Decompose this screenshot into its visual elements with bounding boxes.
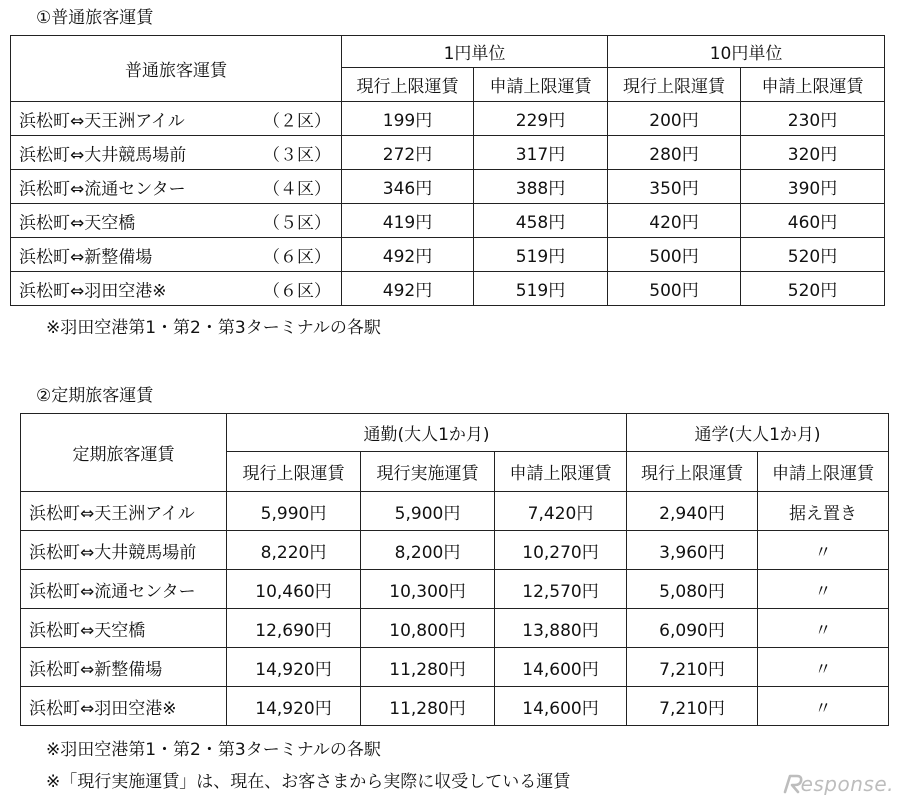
table1-col-header: 申請上限運賃 (474, 68, 608, 102)
table2-group-commute: 通勤(大人1か月) (227, 414, 627, 452)
route-name: 浜松町⇔天空橋 (21, 609, 227, 648)
fare-cell: 7,420円 (495, 492, 627, 531)
table-row (11, 238, 885, 272)
table2-col-header: 申請上限運賃 (758, 452, 889, 492)
fare-cell: 14,920円 (227, 687, 361, 726)
zone-label: （３区） (263, 145, 331, 165)
table-row (11, 170, 885, 204)
table-row (21, 648, 889, 687)
fare-cell: 10,460円 (227, 570, 361, 609)
table-row (21, 609, 889, 648)
fare-cell: 6,090円 (627, 609, 758, 648)
fare-cell: 〃 (758, 531, 889, 570)
fare-cell: 460円 (741, 204, 885, 238)
route-name: 浜松町⇔流通センター (21, 570, 227, 609)
route-name: 浜松町⇔大井競馬場前 (21, 531, 227, 570)
fare-cell: 11,280円 (361, 648, 495, 687)
table-row (21, 570, 889, 609)
table2-col-header: 申請上限運賃 (495, 452, 627, 492)
table1-group-10yen: 10円単位 (608, 36, 885, 68)
table-row (11, 136, 885, 170)
fare-cell: 12,570円 (495, 570, 627, 609)
fare-cell: 388円 (474, 170, 608, 204)
table2-footnote-1: ※羽田空港第1・第2・第3ターミナルの各駅 (46, 740, 381, 760)
response-watermark (781, 770, 894, 798)
route-name: 浜松町⇔羽田空港※ (21, 687, 227, 726)
route-name: 浜松町⇔羽田空港※ (19, 281, 167, 301)
fare-cell: 500円 (608, 238, 741, 272)
fare-cell: 5,990円 (227, 492, 361, 531)
zone-label: （６区） (263, 247, 331, 267)
fare-cell: 520円 (741, 272, 885, 306)
route-name: 浜松町⇔天空橋 (19, 213, 136, 233)
route-name: 浜松町⇔流通センター (19, 179, 186, 199)
fare-cell: 5,900円 (361, 492, 495, 531)
fare-cell: 5,080円 (627, 570, 758, 609)
route-name: 浜松町⇔天王洲アイル (19, 111, 185, 131)
table-row (11, 272, 885, 306)
fare-cell: 8,200円 (361, 531, 495, 570)
fare-cell: 519円 (474, 238, 608, 272)
route-cell (11, 272, 342, 306)
section2-title: ②定期旅客運賃 (36, 386, 154, 406)
fare-cell: 320円 (741, 136, 885, 170)
zone-label: （６区） (263, 281, 331, 301)
zone-label: （５区） (263, 213, 331, 233)
table-row (11, 204, 885, 238)
table1-col-header: 現行上限運賃 (342, 68, 474, 102)
fare-cell: 280円 (608, 136, 741, 170)
fare-cell: 10,300円 (361, 570, 495, 609)
fare-cell: 229円 (474, 102, 608, 136)
fare-cell: 12,690円 (227, 609, 361, 648)
fare-cell: 2,940円 (627, 492, 758, 531)
fare-cell: 10,800円 (361, 609, 495, 648)
route-cell (11, 136, 342, 170)
fare-cell: 350円 (608, 170, 741, 204)
fare-cell: 7,210円 (627, 687, 758, 726)
fare-cell: 200円 (608, 102, 741, 136)
fare-cell: 3,960円 (627, 531, 758, 570)
table1-footnote: ※羽田空港第1・第2・第3ターミナルの各駅 (46, 318, 381, 338)
table-row (11, 102, 885, 136)
regular-fare-table (10, 35, 885, 306)
fare-cell: 317円 (474, 136, 608, 170)
fare-cell: 〃 (758, 609, 889, 648)
fare-cell: 458円 (474, 204, 608, 238)
zone-label: （２区） (263, 111, 331, 131)
fare-cell: 14,600円 (495, 648, 627, 687)
fare-cell: 520円 (741, 238, 885, 272)
section1-title: ①普通旅客運賃 (36, 8, 154, 28)
route-name: 浜松町⇔新整備場 (21, 648, 227, 687)
fare-cell: 346円 (342, 170, 474, 204)
table-row (21, 687, 889, 726)
fare-cell: 据え置き (758, 492, 889, 531)
fare-cell: 420円 (608, 204, 741, 238)
fare-cell: 519円 (474, 272, 608, 306)
fare-cell: 500円 (608, 272, 741, 306)
table2-col-header: 現行上限運賃 (227, 452, 361, 492)
table2-col-header: 現行上限運賃 (627, 452, 758, 492)
table-row (21, 531, 889, 570)
fare-cell: 10,270円 (495, 531, 627, 570)
fare-cell: 230円 (741, 102, 885, 136)
fare-cell: 〃 (758, 570, 889, 609)
fare-cell: 199円 (342, 102, 474, 136)
fare-cell: 14,600円 (495, 687, 627, 726)
watermark-text: esponse. (800, 772, 894, 796)
table1-group-1yen: 1円単位 (342, 36, 608, 68)
zone-label: （４区） (263, 179, 331, 199)
fare-cell: 〃 (758, 648, 889, 687)
fare-cell: 419円 (342, 204, 474, 238)
route-name: 浜松町⇔天王洲アイル (21, 492, 227, 531)
route-name: 浜松町⇔大井競馬場前 (19, 145, 187, 165)
route-cell (11, 238, 342, 272)
fare-cell: 492円 (342, 238, 474, 272)
table-row (21, 492, 889, 531)
table1-row-header: 普通旅客運賃 (11, 36, 342, 102)
fare-cell: 14,920円 (227, 648, 361, 687)
fare-cell: 8,220円 (227, 531, 361, 570)
fare-cell: 272円 (342, 136, 474, 170)
fare-cell: 7,210円 (627, 648, 758, 687)
commuter-pass-fare-table (20, 413, 889, 726)
route-cell (11, 204, 342, 238)
table2-row-header: 定期旅客運賃 (21, 414, 227, 492)
route-cell (11, 170, 342, 204)
table2-group-school: 通学(大人1か月) (627, 414, 889, 452)
table2-col-header: 現行実施運賃 (361, 452, 495, 492)
table2-footnote-2: ※「現行実施運賃」は、現在、お客さまから実際に収受している運賃 (46, 772, 571, 792)
table1-col-header: 現行上限運賃 (608, 68, 741, 102)
fare-cell: 11,280円 (361, 687, 495, 726)
fare-cell: 〃 (758, 687, 889, 726)
table1-col-header: 申請上限運賃 (741, 68, 885, 102)
fare-cell: 492円 (342, 272, 474, 306)
route-cell (11, 102, 342, 136)
fare-cell: 390円 (741, 170, 885, 204)
route-name: 浜松町⇔新整備場 (19, 247, 153, 267)
fare-cell: 13,880円 (495, 609, 627, 648)
